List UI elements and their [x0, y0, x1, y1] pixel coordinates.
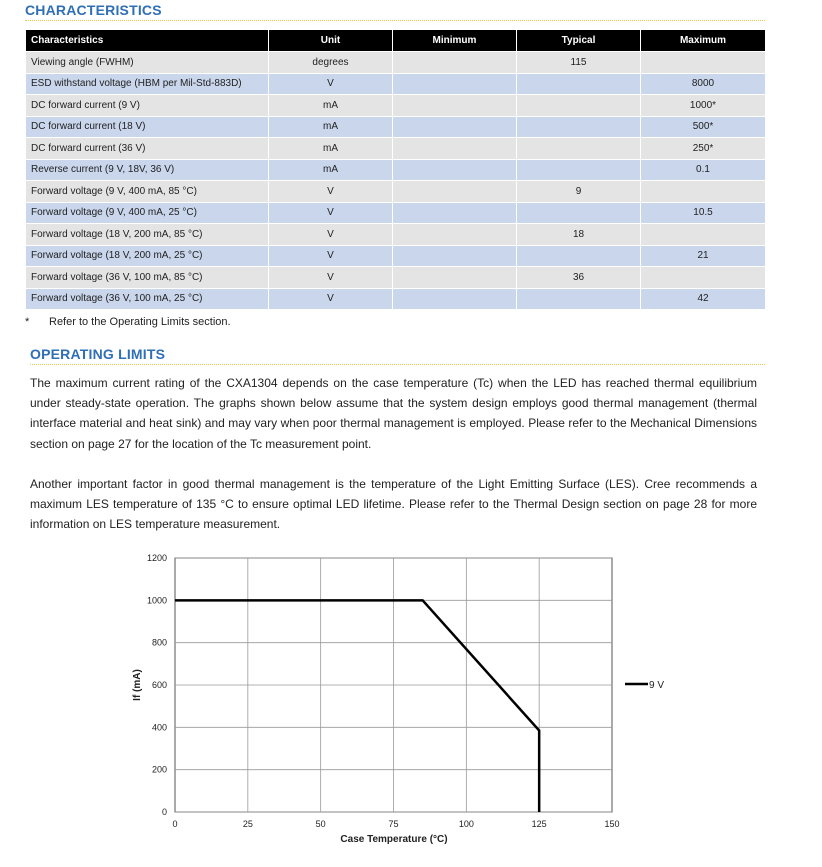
y-tick-label: 1000 [146, 595, 167, 606]
table-cell: V [269, 73, 393, 95]
table-cell: 115 [517, 52, 641, 74]
table-cell: V [269, 202, 393, 224]
table-cell: Viewing angle (FWHM) [26, 52, 269, 74]
footnote-mark: * [25, 316, 30, 328]
table-cell: 8000 [641, 73, 766, 95]
y-axis-label: If (mA) [132, 669, 143, 701]
x-tick-label: 50 [315, 819, 326, 829]
column-header: Unit [269, 30, 393, 52]
y-tick-label: 0 [161, 807, 167, 817]
column-header: Typical [517, 30, 641, 52]
table-cell: mA [269, 159, 393, 181]
table-cell: 18 [517, 224, 641, 246]
operating-limits-title: OPERATING LIMITS [30, 346, 166, 362]
table-cell: Forward voltage (36 V, 100 mA, 85 °C) [26, 267, 269, 289]
table-cell: V [269, 224, 393, 246]
x-tick-label: 150 [604, 819, 620, 829]
table-cell: DC forward current (9 V) [26, 95, 269, 117]
paragraph-thermal-equilibrium: The maximum current rating of the CXA1304 depends on the case temperature (Tc) when the LED has reached thermal equilibrium under steady-state operation. The graphs shown below assume that the system design employs good thermal management (thermal interface material and heat sink) and may vary when poor thermal management is employed. Please refer to the Mechanical Dimensions section on page 27 for the location of the Tc measurement point. [30, 376, 757, 451]
y-tick-label: 200 [151, 764, 167, 775]
y-tick-label: 1200 [146, 553, 167, 563]
table-cell: mA [269, 138, 393, 160]
x-axis-label: Case Temperature (°C) [340, 834, 448, 845]
table-cell: 21 [641, 245, 766, 267]
table-cell: Forward voltage (36 V, 100 mA, 25 °C) [26, 288, 269, 310]
column-header: Minimum [393, 30, 517, 52]
x-tick-label: 125 [531, 819, 547, 829]
table-cell: 10.5 [641, 202, 766, 224]
characteristics-title: CHARACTERISTICS [25, 2, 162, 18]
x-tick-label: 0 [172, 819, 178, 829]
footnote-text: Refer to the Operating Limits section. [49, 316, 231, 328]
table-cell: V [269, 181, 393, 203]
table-cell: degrees [269, 52, 393, 74]
table-cell: DC forward current (18 V) [26, 116, 269, 138]
x-tick-label: 100 [458, 819, 474, 829]
y-tick-label: 400 [151, 722, 167, 733]
table-cell: 250* [641, 138, 766, 160]
table-cell: mA [269, 116, 393, 138]
table-cell: 9 [517, 181, 641, 203]
table-cell: mA [269, 95, 393, 117]
table-cell: 42 [641, 288, 766, 310]
table-cell: Reverse current (9 V, 18V, 36 V) [26, 159, 269, 181]
column-header: Characteristics [26, 30, 269, 52]
x-tick-label: 75 [388, 819, 399, 829]
table-cell: V [269, 267, 393, 289]
table-cell: V [269, 288, 393, 310]
table-cell: Forward voltage (18 V, 200 mA, 85 °C) [26, 224, 269, 246]
table-cell: 0.1 [641, 159, 766, 181]
y-tick-label: 600 [151, 680, 167, 690]
table-cell: V [269, 245, 393, 267]
table-cell: 1000* [641, 95, 766, 117]
paragraph-les-temperature: Another important factor in good thermal management is the temperature of the Light Emitting Surface (LES). Cree recommends a maximum LES temperature of 135 °C to ensure optimal LED lifetime. Please refer to the Thermal Design section on page 28 for more information on LES temperature measurement. [30, 477, 757, 532]
table-cell: 500* [641, 116, 766, 138]
table-cell: Forward voltage (18 V, 200 mA, 25 °C) [26, 245, 269, 267]
legend-label: 9 V [649, 680, 665, 691]
table-cell: Forward voltage (9 V, 400 mA, 85 °C) [26, 181, 269, 203]
table-cell: ESD withstand voltage (HBM per Mil-Std-883D) [26, 73, 269, 95]
table-cell: Forward voltage (9 V, 400 mA, 25 °C) [26, 202, 269, 224]
column-header: Maximum [641, 30, 766, 52]
y-tick-label: 800 [151, 637, 167, 648]
table-cell: 36 [517, 267, 641, 289]
x-tick-label: 25 [242, 819, 253, 829]
table-cell: DC forward current (36 V) [26, 138, 269, 160]
